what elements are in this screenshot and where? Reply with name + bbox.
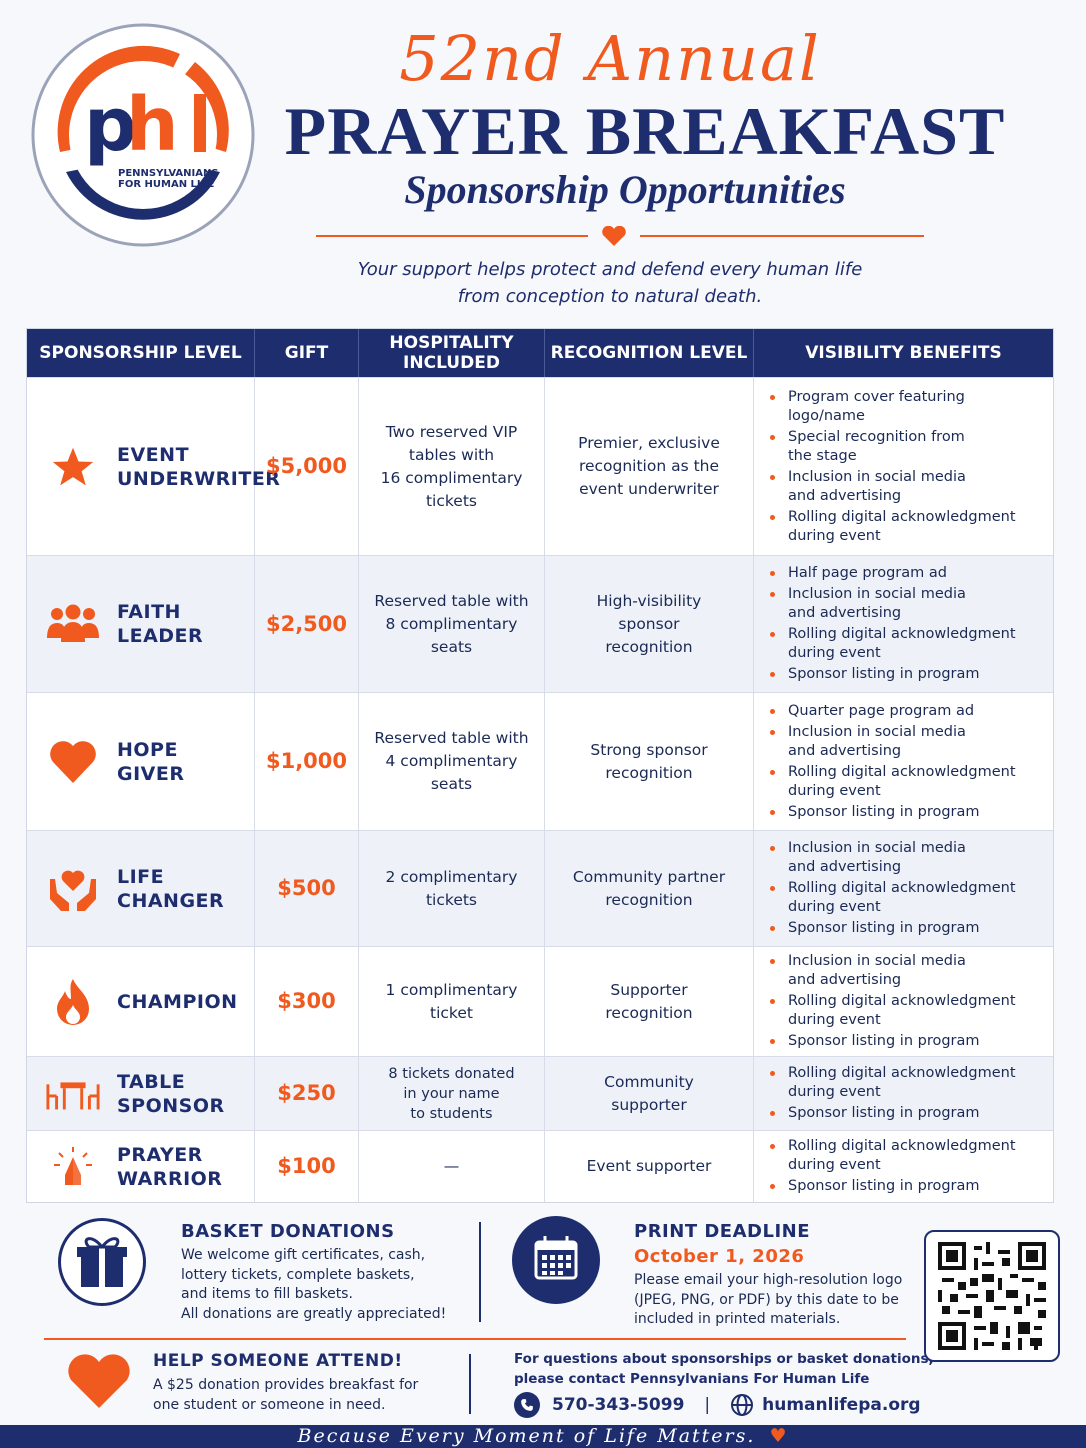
deadline-line: Please email your high-resolution logo	[634, 1272, 903, 1288]
recognition-line: event underwriter	[579, 480, 719, 498]
benefit-item	[768, 625, 1016, 663]
benefit-item	[768, 1032, 1016, 1051]
benefit-line: during event	[788, 782, 881, 799]
benefit-line: Inclusion in social media	[788, 723, 966, 740]
deadline-date: October 1, 2026	[634, 1246, 805, 1267]
footer-motto-bar	[0, 1425, 1086, 1448]
recognition-cell	[545, 947, 754, 1056]
title-divider-left	[316, 235, 588, 237]
recognition-line: sponsor	[618, 614, 680, 633]
hospitality-line: seats	[430, 775, 473, 793]
gift-amount: $2,500	[255, 556, 359, 692]
hospitality-line: tickets	[425, 890, 478, 909]
level-name	[117, 738, 184, 786]
hospitality-line: Reserved table with	[374, 729, 529, 747]
benefit-line: Rolling digital acknowledgment	[788, 1065, 1016, 1081]
benefit-line: Rolling digital acknowledgment	[788, 880, 1016, 896]
recognition-cell	[545, 1131, 754, 1202]
benefits-list	[768, 837, 1016, 940]
benefit-item	[768, 919, 1016, 938]
benefit-item	[768, 1177, 1016, 1196]
benefit-item	[768, 1104, 1016, 1123]
attend-line: one student or someone in need.	[153, 1396, 386, 1413]
benefit-line: Sponsor listing in program	[788, 803, 980, 820]
benefit-line: during event	[788, 527, 881, 544]
level-cell	[27, 1057, 255, 1130]
recognition-line: High-visibility	[596, 591, 702, 610]
recognition-line: recognition	[605, 1003, 693, 1022]
benefit-item	[768, 763, 1016, 801]
event-edition: 52nd Annual	[399, 22, 821, 95]
benefit-line: Sponsor listing in program	[788, 1178, 980, 1194]
benefits-cell	[754, 693, 1053, 830]
recognition-cell	[545, 378, 754, 555]
benefit-line: the stage	[788, 447, 857, 464]
hospitality-line: 8 complimentary	[385, 614, 518, 633]
qr-code[interactable]	[924, 1230, 1060, 1362]
table-row	[27, 377, 1053, 555]
benefit-line: Inclusion in social media	[788, 586, 966, 602]
recognition-line: supporter	[611, 1095, 687, 1114]
benefit-line: Rolling digital acknowledgment	[788, 993, 1016, 1009]
gift-amount: $250	[255, 1057, 359, 1130]
benefit-line: Quarter page program ad	[788, 702, 975, 719]
benefit-line: during event	[788, 899, 881, 915]
tagline	[260, 256, 960, 310]
benefit-item	[768, 585, 1016, 623]
gift-amount: $1,000	[255, 693, 359, 830]
benefit-item	[768, 1064, 1016, 1102]
contact-text	[514, 1350, 934, 1389]
benefit-line: Inclusion in social media	[788, 840, 966, 856]
table-chairs-icon	[45, 1070, 101, 1118]
level-cell	[27, 378, 281, 555]
level-cell	[27, 947, 255, 1056]
benefit-line: Sponsor listing in program	[788, 666, 980, 682]
benefit-line: Sponsor listing in program	[788, 1033, 980, 1049]
recognition-line: recognition	[605, 763, 693, 782]
hospitality-line: 8 tickets donated	[388, 1065, 515, 1082]
hands-heart-icon	[45, 865, 101, 913]
logo-text-line2: FOR HUMAN LIFE	[118, 179, 215, 190]
benefits-list	[768, 1062, 1016, 1125]
heart-icon	[45, 738, 101, 786]
header-sponsorship-level: SPONSORSHIP LEVEL	[27, 329, 255, 377]
level-name-line1: HOPE	[117, 738, 178, 761]
hospitality-cell	[359, 693, 545, 830]
basket-line: lottery tickets, complete baskets,	[181, 1266, 415, 1283]
contact-separator: |	[704, 1395, 711, 1415]
benefit-line: Inclusion in social media	[788, 468, 966, 485]
benefits-cell	[754, 831, 1053, 946]
hospitality-line: Reserved table with	[374, 591, 529, 610]
benefit-line: during event	[788, 1084, 881, 1100]
contact-row	[514, 1392, 921, 1418]
hospitality-cell	[359, 831, 545, 946]
gift-amount: $300	[255, 947, 359, 1056]
gift-amount: $500	[255, 831, 359, 946]
benefit-item	[768, 839, 1016, 877]
phl-logo-icon	[30, 22, 256, 248]
website-link[interactable]: humanlifepa.org	[762, 1395, 921, 1415]
table-row	[27, 830, 1053, 946]
contact-line: please contact Pennsylvanians For Human Life	[514, 1370, 870, 1387]
benefit-line: Half page program ad	[788, 565, 947, 581]
hospitality-line: 4 complimentary	[385, 752, 518, 770]
benefit-item	[768, 992, 1016, 1030]
gift-box-icon	[58, 1218, 146, 1306]
level-name	[117, 990, 238, 1014]
hospitality-cell	[359, 1057, 545, 1130]
level-cell	[27, 831, 255, 946]
title-divider-right	[640, 235, 924, 237]
benefit-item	[768, 952, 1016, 990]
hospitality-cell	[359, 947, 545, 1056]
group-icon	[45, 600, 101, 648]
hospitality-line: 16 complimentary	[380, 468, 523, 487]
logo-text-line1: PENNSYLVANIANS	[118, 168, 219, 179]
benefits-list	[768, 1135, 1016, 1198]
recognition-cell	[545, 1057, 754, 1130]
gift-amount: $5,000	[255, 378, 359, 555]
benefit-line: and advertising	[788, 487, 902, 504]
level-cell	[27, 693, 255, 830]
recognition-cell	[545, 831, 754, 946]
level-name	[117, 1070, 225, 1118]
benefit-line: Rolling digital acknowledgment	[788, 1138, 1016, 1154]
level-name-line2: UNDERWRITER	[117, 467, 281, 490]
basket-title: BASKET DONATIONS	[181, 1221, 395, 1242]
level-cell	[27, 556, 255, 692]
benefit-line: Special recognition from	[788, 428, 965, 445]
contact-line: For questions about sponsorships or basket donations,	[514, 1351, 934, 1367]
praying-hands-icon	[45, 1143, 101, 1191]
benefit-line: Program cover featuring	[788, 388, 965, 405]
page-title: PRAYER BREAKFAST	[284, 93, 1006, 169]
hospitality-line: 1 complimentary	[385, 980, 518, 999]
level-name-line1: FAITH	[117, 601, 181, 623]
benefit-item	[768, 388, 1016, 426]
basket-text	[181, 1246, 446, 1324]
level-name-line2: SPONSOR	[117, 1094, 225, 1117]
table-row	[27, 692, 1053, 830]
level-name-line1: PRAYER	[117, 1143, 203, 1166]
header-hospitality-line1: HOSPITALITY	[389, 333, 514, 353]
footer-motto: Because Every Moment of Life Matters.	[297, 1425, 756, 1447]
benefit-line: Rolling digital acknowledgment	[788, 508, 1016, 525]
benefit-item	[768, 428, 1016, 466]
level-name-line1: LIFE	[117, 865, 165, 888]
basket-line: All donations are greatly appreciated!	[181, 1305, 447, 1322]
hospitality-line: in your name	[403, 1085, 500, 1102]
attend-line: A $25 donation provides breakfast for	[153, 1377, 419, 1393]
heart-icon	[66, 1354, 132, 1410]
benefit-line: during event	[788, 1157, 881, 1173]
hospitality-line: ticket	[430, 1003, 473, 1022]
header-visibility: VISIBILITY BENEFITS	[805, 343, 1002, 363]
basket-line: We welcome gift certificates, cash,	[181, 1247, 426, 1263]
benefit-line: logo/name	[788, 407, 865, 424]
benefit-item	[768, 803, 1016, 822]
level-name	[117, 600, 203, 648]
benefits-cell	[754, 1131, 1053, 1202]
benefit-line: and advertising	[788, 605, 902, 621]
hospitality-line: to students	[410, 1105, 493, 1122]
sponsorship-table	[26, 328, 1054, 1203]
benefit-item	[768, 723, 1016, 761]
benefit-line: and advertising	[788, 972, 902, 988]
organization-logo	[30, 22, 256, 248]
hospitality-line: tickets	[425, 491, 477, 510]
benefits-list	[768, 386, 1016, 548]
globe-icon	[730, 1393, 754, 1417]
recognition-line: Event supporter	[586, 1157, 712, 1175]
hospitality-cell	[359, 378, 545, 555]
benefit-item	[768, 468, 1016, 506]
heart-icon: ♥	[769, 1425, 789, 1447]
benefit-line: Sponsor listing in program	[788, 1105, 980, 1121]
recognition-line: recognition as the	[578, 457, 720, 475]
recognition-cell	[545, 693, 754, 830]
table-row	[27, 1056, 1053, 1130]
hospitality-line: tables with	[408, 445, 495, 464]
benefit-item	[768, 879, 1016, 917]
header-gift: GIFT	[255, 329, 359, 377]
hospitality-line: Two reserved VIP	[385, 422, 518, 441]
svg-text:p: p	[84, 82, 137, 168]
benefits-cell	[754, 947, 1053, 1056]
recognition-cell	[545, 556, 754, 692]
basket-line: and items to fill baskets.	[181, 1286, 353, 1302]
level-name-line2: WARRIOR	[117, 1167, 223, 1190]
benefits-cell	[754, 1057, 1053, 1130]
benefit-line: and advertising	[788, 742, 902, 759]
level-name-line1: CHAMPION	[117, 990, 238, 1013]
benefit-line: and advertising	[788, 859, 902, 875]
table-header	[27, 329, 1053, 377]
footer-divider	[44, 1338, 906, 1340]
info-divider	[479, 1222, 481, 1322]
level-cell	[27, 1131, 255, 1202]
benefits-list	[768, 950, 1016, 1053]
benefit-item	[768, 702, 1016, 721]
header-recognition: RECOGNITION LEVEL	[545, 329, 754, 377]
benefits-list	[768, 700, 1016, 824]
gift-amount: $100	[255, 1131, 359, 1202]
table-row	[27, 1130, 1053, 1202]
header-hospitality	[359, 329, 545, 377]
flame-icon	[45, 978, 101, 1026]
recognition-line: recognition	[605, 890, 693, 909]
benefit-item	[768, 1137, 1016, 1175]
hospitality-cell	[359, 556, 545, 692]
benefits-cell	[754, 378, 1053, 555]
benefit-item	[768, 665, 1016, 684]
table-row	[27, 946, 1053, 1056]
benefit-line: Inclusion in social media	[788, 953, 966, 969]
phone-number[interactable]: 570-343-5099	[552, 1395, 685, 1415]
benefit-item	[768, 564, 1016, 583]
heart-icon	[600, 226, 628, 246]
level-name-line2: GIVER	[117, 762, 185, 785]
recognition-line: Strong sponsor	[590, 740, 708, 759]
qr-code-icon	[938, 1242, 1046, 1350]
tagline-line2: from conception to natural death.	[457, 286, 763, 307]
benefit-line: during event	[788, 645, 881, 661]
deadline-line: (JPEG, PNG, or PDF) by this date to be	[634, 1291, 899, 1308]
level-name-line1: TABLE	[117, 1070, 186, 1093]
deadline-title: PRINT DEADLINE	[634, 1221, 810, 1242]
benefit-line: Sponsor listing in program	[788, 920, 980, 936]
hospitality-line: seats	[430, 637, 473, 656]
table-row	[27, 555, 1053, 692]
recognition-line: Premier, exclusive	[578, 434, 720, 452]
recognition-line: Supporter	[610, 980, 688, 999]
benefits-cell	[754, 556, 1053, 692]
attend-text	[153, 1376, 418, 1415]
level-name	[117, 1143, 222, 1191]
recognition-line: recognition	[605, 637, 693, 656]
benefits-list	[768, 562, 1016, 686]
page-subtitle: Sponsorship Opportunities	[404, 167, 846, 212]
level-name-line2: LEADER	[117, 625, 204, 647]
calendar-icon	[512, 1216, 600, 1304]
benefit-line: Rolling digital acknowledgment	[788, 763, 1016, 780]
hospitality-line: —	[443, 1157, 460, 1175]
hospitality-line: 2 complimentary	[385, 867, 518, 886]
deadline-text	[634, 1271, 902, 1330]
phone-icon	[514, 1392, 540, 1418]
level-name-line2: CHANGER	[117, 889, 225, 912]
attend-title: HELP SOMEONE ATTEND!	[153, 1351, 403, 1371]
deadline-line: included in printed materials.	[634, 1311, 841, 1327]
svg-text:h: h	[126, 82, 179, 168]
recognition-line: Community	[604, 1072, 694, 1091]
attend-divider	[469, 1354, 471, 1414]
header-hospitality-line2: INCLUDED	[403, 353, 500, 373]
level-name	[117, 865, 224, 913]
benefit-item	[768, 508, 1016, 546]
level-name-line1: EVENT	[117, 443, 190, 466]
tagline-line1: Your support helps protect and defend every human life	[357, 259, 863, 280]
recognition-line: Community partner	[572, 867, 726, 886]
star-icon	[45, 443, 101, 491]
hospitality-cell	[359, 1131, 545, 1202]
benefit-line: during event	[788, 1012, 881, 1028]
benefit-line: Rolling digital acknowledgment	[788, 626, 1016, 642]
